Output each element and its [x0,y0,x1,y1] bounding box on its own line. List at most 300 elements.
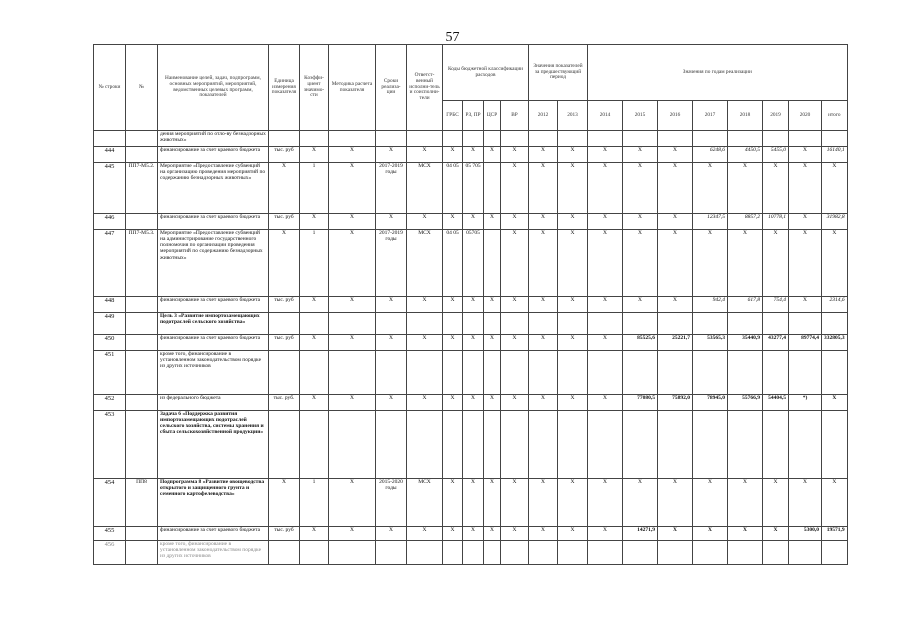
cell-y2020 [789,541,822,565]
cell-y2017: X [693,527,728,541]
cell-coef [300,541,329,565]
cell-y2018 [728,411,763,479]
header-resp: Ответст-венный исполни-тель и соисполни-тели [407,45,443,131]
cell-term: 2017-2019 годы [376,163,407,214]
table-row [94,313,848,335]
cell-grbs [443,313,463,335]
cell-y2012: X [529,335,558,351]
cell-vr: X [501,163,529,214]
cell-csr [484,313,501,335]
cell-vr [501,351,529,395]
header-code-csr: ЦСР [484,101,501,131]
cell-no: 451 [94,351,126,395]
cell-vr: X [501,527,529,541]
cell-y2020 [789,411,822,479]
cell-unit: тыс. руб. [269,395,300,411]
cell-unit [269,541,300,565]
cell-name: финансирование за счет краевого бюджета [158,147,269,163]
header-year-2018: 2018 [728,101,763,131]
cell-y2013: X [558,230,588,297]
cell-y2013: X [558,335,588,351]
cell-term: X [376,297,407,313]
cell-vr: X [501,395,529,411]
cell-y2018: 8857,2 [728,214,763,230]
cell-rzpr: X [463,479,484,527]
cell-resp: МСХ [407,479,443,527]
cell-coef: X [300,527,329,541]
cell-y2013 [558,313,588,335]
cell-y2017: 53565,3 [693,335,728,351]
cell-y2013: X [558,163,588,214]
cell-no [94,131,126,147]
cell-y2020: X [789,297,822,313]
cell-vr [501,131,529,147]
cell-y2019: 754,4 [763,297,789,313]
cell-name: дения мероприятий по отло-ву безнадзорных животных» [158,131,269,147]
cell-method: X [329,527,376,541]
cell-resp [407,411,443,479]
cell-y2015: 14271,9 [623,527,658,541]
cell-y2014: X [588,527,623,541]
cell-code [126,335,158,351]
cell-unit [269,313,300,335]
cell-code [126,527,158,541]
cell-resp: X [407,147,443,163]
cell-y2013 [558,351,588,395]
cell-y2013: X [558,527,588,541]
cell-total [822,313,848,335]
cell-vr: X [501,230,529,297]
cell-y2016: X [658,527,693,541]
header-name: Наименование целей, задач, подпрограмм, основных мероприятий, мероприятий, ведомственных целевых программ, показателей [158,45,269,131]
cell-y2017: X [693,479,728,527]
cell-rzpr: X [463,335,484,351]
cell-y2017 [693,541,728,565]
cell-csr: X [484,527,501,541]
cell-csr: X [484,147,501,163]
cell-total: 16140,1 [822,147,848,163]
cell-csr: X [484,395,501,411]
cell-name: кроме того, финансирование в установленном законодательством порядке из других источников [158,541,269,565]
table-row [94,214,848,230]
cell-grbs: X [443,335,463,351]
cell-y2017 [693,351,728,395]
cell-y2016 [658,541,693,565]
cell-rzpr [463,351,484,395]
cell-y2020 [789,351,822,395]
cell-total [822,351,848,395]
cell-y2013: X [558,147,588,163]
cell-y2012 [529,541,558,565]
cell-y2013: X [558,214,588,230]
cell-method [329,411,376,479]
cell-method: X [329,214,376,230]
cell-no: 448 [94,297,126,313]
cell-term: X [376,527,407,541]
cell-name: кроме того, финансирование в установленном законодательством порядке из других источников [158,351,269,395]
cell-y2017: 78945,0 [693,395,728,411]
cell-no: 446 [94,214,126,230]
cell-y2012: X [529,479,558,527]
cell-name: финансирование за счет краевого бюджета [158,297,269,313]
cell-coef: X [300,395,329,411]
table-row [94,395,848,411]
cell-unit: X [269,479,300,527]
cell-code [126,313,158,335]
cell-total [822,411,848,479]
cell-code: ПП7-М5.2. [126,163,158,214]
program-table [93,44,848,565]
cell-code: ПП7-М5.3. [126,230,158,297]
cell-y2012: X [529,395,558,411]
cell-y2020: X [789,230,822,297]
cell-name: Мероприятие «Предоставление субвенций на администрирование государственного полномочия по организации проведения мероприятий по содержанию безнадзорных животных» [158,230,269,297]
cell-rzpr [463,411,484,479]
cell-y2019: 43277,4 [763,335,789,351]
cell-y2019: X [763,230,789,297]
cell-y2013: X [558,395,588,411]
cell-method: X [329,335,376,351]
cell-y2016: 25221,7 [658,335,693,351]
cell-y2016 [658,313,693,335]
cell-grbs: 04 05 [443,163,463,214]
cell-csr [484,163,501,214]
cell-csr: X [484,297,501,313]
cell-y2014 [588,313,623,335]
cell-code [126,351,158,395]
cell-y2015: 85525,6 [623,335,658,351]
cell-name: Подпрограмма 8 «Развитие овощеводства открытого и защищенного грунта и семенного картофелеводства» [158,479,269,527]
cell-y2017: 942,4 [693,297,728,313]
cell-y2012 [529,411,558,479]
cell-y2019: X [763,527,789,541]
cell-unit: тыс. руб [269,214,300,230]
cell-coef [300,411,329,479]
cell-grbs [443,541,463,565]
cell-csr: X [484,214,501,230]
cell-total: X [822,395,848,411]
cell-method: X [329,230,376,297]
cell-vr: X [501,479,529,527]
cell-y2017: 12347,5 [693,214,728,230]
cell-rzpr: 05 705 [463,163,484,214]
cell-method: X [329,163,376,214]
cell-unit [269,131,300,147]
cell-coef: X [300,297,329,313]
cell-csr: X [484,479,501,527]
cell-y2016: X [658,163,693,214]
cell-coef: 1 [300,163,329,214]
cell-grbs: X [443,527,463,541]
cell-coef: 1 [300,479,329,527]
cell-y2019: X [763,479,789,527]
cell-y2015: X [623,297,658,313]
cell-coef: X [300,147,329,163]
cell-y2019: 5455,0 [763,147,789,163]
header-method: Методика расчета показателя [329,45,376,131]
cell-term [376,131,407,147]
cell-csr [484,541,501,565]
cell-term: X [376,395,407,411]
cell-y2012 [529,131,558,147]
cell-y2019: X [763,163,789,214]
cell-unit: X [269,230,300,297]
cell-y2015: X [623,147,658,163]
cell-total: 332805,3 [822,335,848,351]
cell-resp: МСХ [407,163,443,214]
cell-y2015: 77080,5 [623,395,658,411]
cell-method [329,313,376,335]
header-year-2015: 2015 [623,101,658,131]
cell-no: 455 [94,527,126,541]
cell-vr: X [501,214,529,230]
cell-y2015 [623,541,658,565]
cell-y2014 [588,411,623,479]
cell-name: финансирование за счет краевого бюджета [158,335,269,351]
table-row [94,527,848,541]
cell-code [126,147,158,163]
cell-method [329,131,376,147]
header-code-vr: ВР [501,101,529,131]
cell-resp [407,351,443,395]
cell-rzpr: X [463,147,484,163]
cell-y2019 [763,131,789,147]
header-row-no: № строки [94,45,126,131]
cell-coef [300,351,329,395]
cell-total: X [822,163,848,214]
cell-unit [269,351,300,395]
cell-resp: X [407,395,443,411]
cell-code [126,214,158,230]
cell-y2015 [623,313,658,335]
cell-rzpr [463,541,484,565]
header-year-2014: 2014 [588,101,623,131]
cell-y2014 [588,131,623,147]
cell-code [126,541,158,565]
cell-y2014: X [588,147,623,163]
cell-y2018 [728,313,763,335]
cell-y2012: X [529,297,558,313]
header-total: итого [822,101,848,131]
cell-y2018: X [728,527,763,541]
cell-y2020: 89774,4 [789,335,822,351]
cell-grbs: X [443,297,463,313]
cell-no: 452 [94,395,126,411]
cell-y2019 [763,541,789,565]
cell-y2020: 5300,0 [789,527,822,541]
cell-rzpr: 05705 [463,230,484,297]
cell-y2012 [529,351,558,395]
cell-method [329,541,376,565]
cell-name: Мероприятие «Предоставление субвенций на организацию проведения мероприятий по содержанию безнадзорных животных» [158,163,269,214]
cell-resp [407,541,443,565]
cell-grbs: X [443,479,463,527]
cell-vr [501,313,529,335]
cell-csr [484,411,501,479]
cell-y2020: X [789,479,822,527]
cell-vr: X [501,335,529,351]
cell-unit: X [269,163,300,214]
cell-vr: X [501,147,529,163]
cell-y2016: X [658,214,693,230]
cell-coef [300,131,329,147]
cell-vr [501,411,529,479]
cell-csr: X [484,335,501,351]
cell-name: из федерального бюджета [158,395,269,411]
cell-y2014: X [588,214,623,230]
table-row [94,335,848,351]
cell-y2018: 55766,9 [728,395,763,411]
cell-y2017 [693,131,728,147]
cell-code [126,131,158,147]
cell-term: 2015-2020 годы [376,479,407,527]
cell-resp [407,313,443,335]
cell-code [126,297,158,313]
cell-resp: МСХ [407,230,443,297]
cell-y2015: X [623,230,658,297]
cell-y2017 [693,411,728,479]
cell-total [822,541,848,565]
header-num: № [126,45,158,131]
cell-term: 2017-2019 годы [376,230,407,297]
cell-y2014: X [588,395,623,411]
cell-no: 453 [94,411,126,479]
header-year-2013: 2013 [558,101,588,131]
table-row [94,230,848,297]
cell-code [126,411,158,479]
cell-csr [484,131,501,147]
cell-y2018 [728,131,763,147]
cell-name: финансирование за счет краевого бюджета [158,527,269,541]
cell-y2018: 35440,9 [728,335,763,351]
cell-y2018 [728,351,763,395]
cell-no: 445 [94,163,126,214]
cell-rzpr: X [463,395,484,411]
cell-y2016: X [658,479,693,527]
cell-term [376,411,407,479]
cell-y2020: *) [789,395,822,411]
cell-coef: 1 [300,230,329,297]
cell-code [126,395,158,411]
cell-y2020: X [789,147,822,163]
cell-y2020: X [789,163,822,214]
cell-y2019 [763,351,789,395]
cell-y2012: X [529,147,558,163]
cell-y2013: X [558,479,588,527]
cell-y2015 [623,131,658,147]
table-row [94,351,848,395]
cell-unit: тыс. руб [269,335,300,351]
header-year-2016: 2016 [658,101,693,131]
cell-y2015 [623,351,658,395]
cell-term [376,351,407,395]
cell-y2014: X [588,335,623,351]
cell-unit [269,411,300,479]
cell-y2014: X [588,297,623,313]
table-row [94,479,848,527]
cell-y2016: X [658,230,693,297]
cell-rzpr [463,313,484,335]
cell-y2017: X [693,163,728,214]
cell-no: 450 [94,335,126,351]
header-year-2020: 2020 [789,101,822,131]
cell-y2018 [728,541,763,565]
table-row [94,131,848,147]
header-year-2017: 2017 [693,101,728,131]
cell-total: 19571,9 [822,527,848,541]
cell-y2013 [558,541,588,565]
cell-y2018: X [728,230,763,297]
header-year-2012: 2012 [529,101,558,131]
cell-no: 447 [94,230,126,297]
cell-y2015 [623,411,658,479]
cell-y2020 [789,313,822,335]
cell-y2016 [658,131,693,147]
header-coef: Коэффи-циент значимо-сти [300,45,329,131]
cell-y2019 [763,411,789,479]
cell-total: X [822,479,848,527]
cell-y2014 [588,541,623,565]
header-budget-codes: Коды бюджетной классификации расходов [443,45,529,101]
cell-total: X [822,230,848,297]
cell-term [376,313,407,335]
header-year-2019: 2019 [763,101,789,131]
cell-total [822,131,848,147]
cell-y2016: X [658,297,693,313]
cell-total: 2314,6 [822,297,848,313]
header-unit: Единица измерения показателя [269,45,300,131]
cell-resp: X [407,527,443,541]
cell-grbs [443,351,463,395]
cell-term: X [376,335,407,351]
cell-y2015: X [623,479,658,527]
cell-rzpr [463,131,484,147]
cell-no: 444 [94,147,126,163]
cell-y2019 [763,313,789,335]
table-row [94,541,848,565]
cell-y2018: 617,8 [728,297,763,313]
cell-coef: X [300,214,329,230]
cell-y2012: X [529,527,558,541]
cell-y2012: X [529,214,558,230]
cell-y2020 [789,131,822,147]
cell-y2013 [558,131,588,147]
table-row [94,163,848,214]
cell-rzpr: X [463,527,484,541]
cell-method: X [329,395,376,411]
cell-resp: X [407,297,443,313]
cell-grbs: X [443,395,463,411]
cell-grbs [443,411,463,479]
cell-name: Задача 6 «Поддержка развития импортозамещающих подотраслей сельского хозяйства, системы хранения и сбыта сельскохозяйственной продукции» [158,411,269,479]
cell-y2013: X [558,297,588,313]
cell-y2018: X [728,479,763,527]
cell-y2018: 4450,5 [728,147,763,163]
cell-unit: тыс. руб [269,147,300,163]
cell-coef: X [300,335,329,351]
cell-resp: X [407,214,443,230]
cell-y2016: 75892,0 [658,395,693,411]
cell-name: финансирование за счет краевого бюджета [158,214,269,230]
cell-grbs: 04 05 [443,230,463,297]
cell-term: X [376,147,407,163]
cell-vr: X [501,297,529,313]
cell-csr [484,351,501,395]
header-prior-values: Значения показателей за предшествующий период [529,45,588,101]
cell-method: X [329,479,376,527]
cell-y2016 [658,411,693,479]
cell-no: 456 [94,541,126,565]
